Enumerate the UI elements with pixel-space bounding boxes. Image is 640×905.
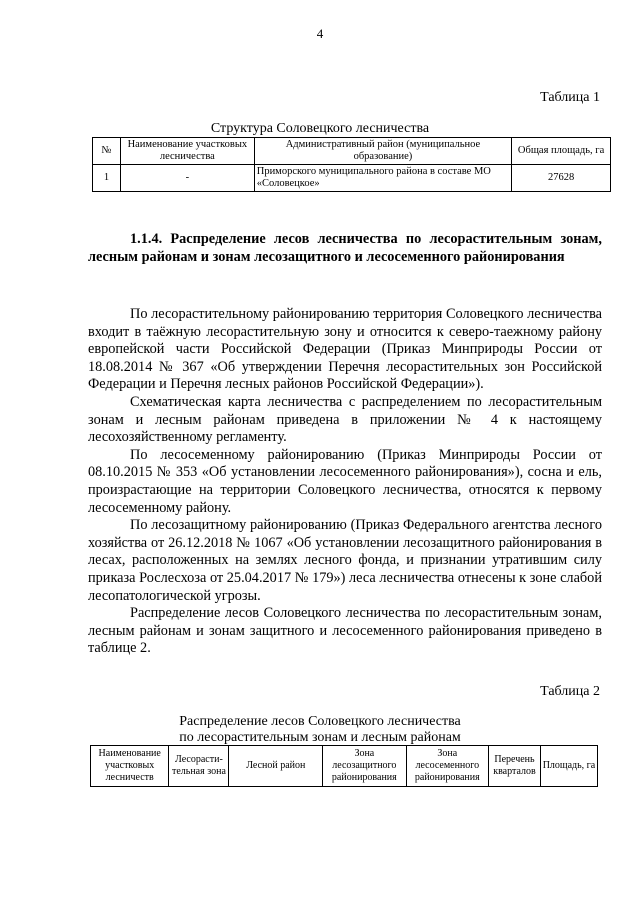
paragraph: По лесорастительному районированию территория Соловецкого лесничества входит в таёжную лесорастительную зону и относится к северо-таежному району европейской части Российской Федерации (Приказ Минприроды России от 18.08.2014 № 367 «Об утверждении Перечня лесорастительных зон Российской Федерации и Перечня лесных районов Российской Федерации»).: [88, 306, 602, 393]
section-heading: 1.1.4. Распределение лесов лесничества по лесорастительным зонам, лесным районам и зонам лесозащитного и лесосеменного районирования: [88, 231, 602, 265]
table1-cell: 1: [93, 165, 121, 192]
table1-cell: Приморского муниципального района в составе МО «Соловецкое»: [254, 165, 511, 192]
table2-header-cell: Площадь, га: [540, 746, 597, 787]
table2-header-cell: Зона лесосеменного районирования: [406, 746, 488, 787]
table1-header-row: [93, 138, 611, 165]
paragraph: По лесозащитному районированию (Приказ Федерального агентства лесного хозяйства от 26.12.2018 № 1067 «Об установлении лесозащитного районирования в лесах, расположенных на землях лесного фонда, и признании утратившим силу приказа Рослесхоза от 25.04.2017 № 179») леса лесничества отнесены к зоне слабой лесопатологической угрозы.: [88, 517, 602, 604]
paragraph: Распределение лесов Соловецкого лесничества по лесорастительным зонам, лесным районам и зонам защитного и лесосеменного районирования приведено в таблице 2.: [88, 605, 602, 657]
table2-header-cell: Зона лесозащитного районирования: [323, 746, 406, 787]
table2-header-cell: Перечень кварталов: [489, 746, 541, 787]
table2-header-cell: Лесорасти-тельная зона: [169, 746, 229, 787]
table2-title-line1: Распределение лесов Соловецкого лесничества: [179, 714, 461, 729]
table1-header-cell: Общая площадь, га: [512, 138, 611, 165]
page-number: 4: [316, 26, 324, 41]
table1-header-cell: №: [93, 138, 121, 165]
table1: [92, 137, 611, 192]
section-body: [88, 306, 602, 658]
paragraph: По лесосеменному районированию (Приказ Минприроды России от 08.10.2015 № 353 «Об установлении лесосеменного районирования»), сосна и ель, произрастающие на территории Соловецкого лесничества, относятся к первому лесосеменному району.: [88, 446, 602, 516]
table2-header-row: [91, 746, 598, 787]
table2-title-line2: по лесорастительным зонам и лесным районам: [179, 730, 461, 745]
table1-title: Структура Соловецкого лесничества: [210, 121, 430, 136]
table1-cell: 27628: [512, 165, 611, 192]
table1-header-cell: Административный район (муниципальное образование): [254, 138, 511, 165]
table-row: [93, 165, 611, 192]
table1-cell: -: [120, 165, 254, 192]
table1-label: Таблица 1: [540, 90, 600, 105]
table2-header-cell: Наименование участковых лесничеств: [91, 746, 169, 787]
table1-header-cell: Наименование участковых лесничества: [120, 138, 254, 165]
table2-label: Таблица 2: [540, 684, 600, 699]
table2-header-cell: Лесной район: [229, 746, 323, 787]
paragraph: Схематическая карта лесничества с распределением по лесорастительным зонам и лесным районам приведена в приложении № 4 к настоящему лесохозяйственному регламенту.: [88, 393, 602, 446]
table2: [90, 745, 598, 787]
